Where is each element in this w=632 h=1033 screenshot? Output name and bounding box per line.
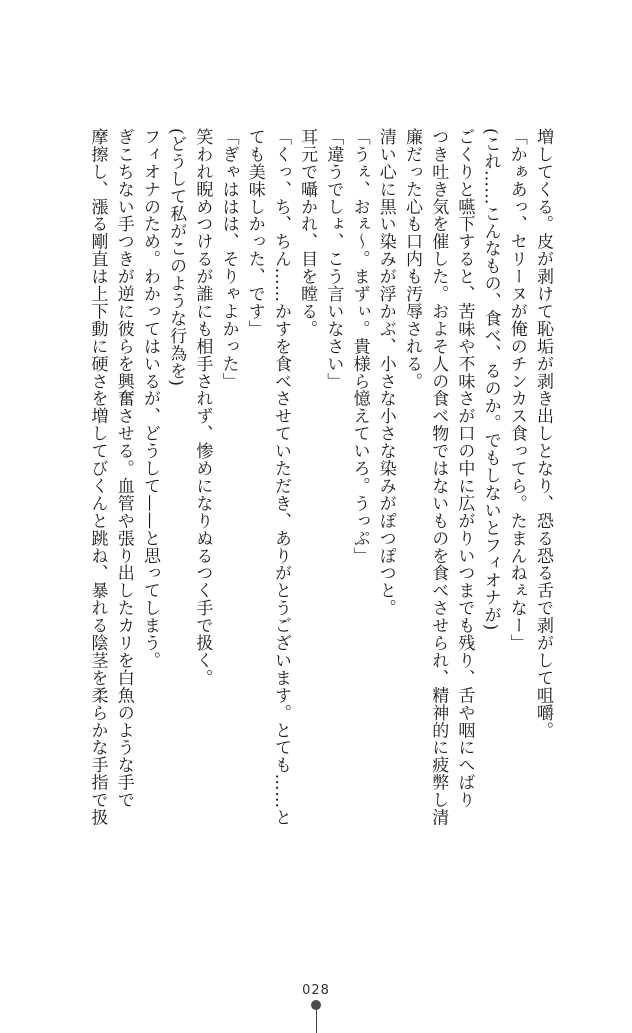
text-line: (どうして私がこのような行為を) [166,128,187,387]
text-line: ごくりと嚥下すると、苦味や不味さが口の中に広がりいつまでも残り、舌や咽にへばり [454,128,475,809]
text-line: 廉だった心も口内も汚辱される。 [401,128,422,390]
text-line: フィオナのため。わかってはいるが、どうして——と思ってしまう。 [139,128,160,669]
text-line: 摩擦し、漲る剛直は上下動に硬さを増してびくんと跳ね、暴れる陰茎を柔らかな手指で扱 [87,128,108,826]
text-line: 増してくる。皮が剥けて恥垢が剥き出しとなり、恐る恐る舌で剥がして咀嚼。 [533,128,553,739]
text-line: 「うぇ、おぇ〜。まずぃ。貴様ら憶えていろ。うっぷ」 [349,128,370,565]
text-line: ぎこちない手つきが逆に彼らを興奮させる。血管や張り出したカリを白魚のような手で [113,128,134,809]
page-number: 028 [302,983,330,998]
text-line: 「かぁあっ、セリーヌが俺のチンカス食ってら。たまんねぇなー」 [506,128,527,652]
text-line: つき吐き気を催した。およそ人の食べ物ではないものを食べさせられ、精神的に疲弊し清 [428,128,449,826]
text-line: ても美味しかった、です」 [244,128,265,338]
page-footer [0,984,632,998]
text-line: 「違うでしょ、こう言いなさい」 [323,128,344,390]
page-marker-line [316,1008,317,1033]
text-line: 「くっ、ち、ちん……かすを食べさせていただき、ありがとうございます。とても……と [270,128,291,826]
page-marker-icon [311,1000,321,1033]
text-line: 耳元で囁かれ、目を瞠る。 [297,128,318,338]
text-line: 笑われ睨めつけるが誰にも相手されず、惨めになりぬるつく手で扱く。 [192,128,213,687]
text-line: (これ……こんなもの、食べ、るのか。でもしないとフィオナが) [480,128,501,631]
text-line: 「ぎゃははは、そりゃよかった」 [218,128,239,390]
vertical-text-body [84,128,556,840]
text-line: 清い心に黒い染みが浮かぶ、小さな小さな染みがぽつぽつと。 [375,128,396,617]
